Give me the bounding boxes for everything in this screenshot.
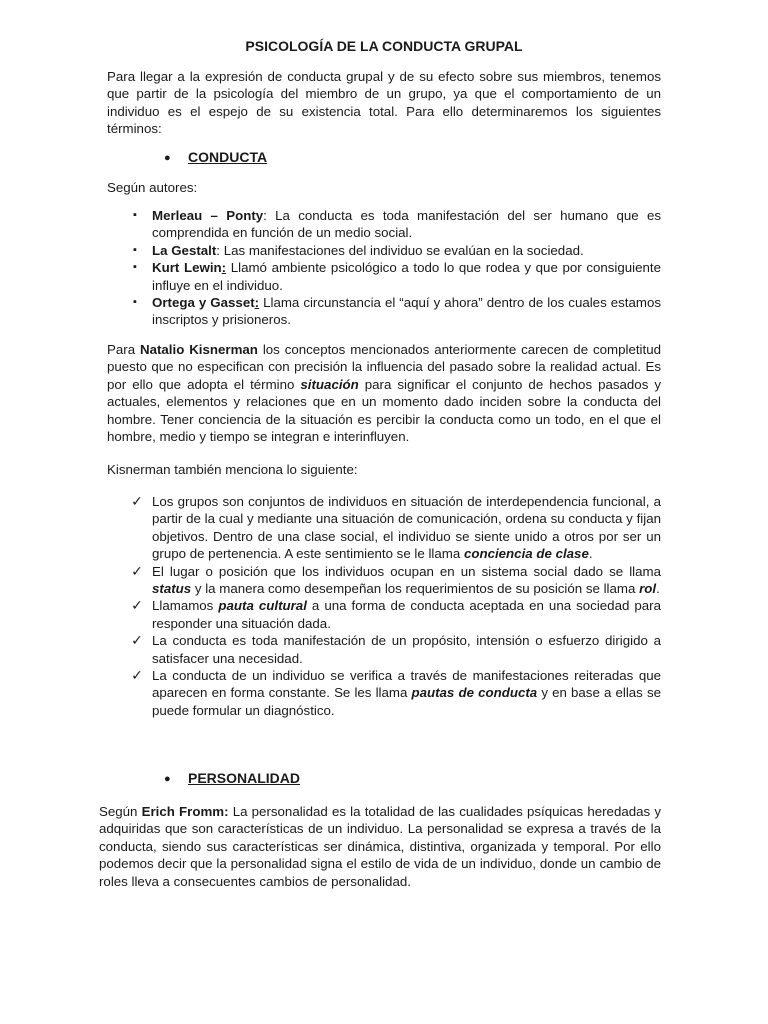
author-name: Ortega y Gasset	[152, 295, 255, 311]
concepts-checklist	[131, 493, 661, 719]
bullet-dot-icon: ●	[164, 773, 171, 785]
list-item: ▪ Kurt Lewin: Llamó ambiente psicológico a todo lo que rodea y que por consiguiente influye en el individuo.	[152, 259, 661, 294]
fromm-paragraph: Según Erich Fromm: La personalidad es la totalidad de las cualidades psíquicas heredadas y adquiridas que son características de un individuo. La personalidad se expresa a través de la conducta, siendo sus características ser dinámica, distintiva, organizada y temporal. Por ello podemos decir que la personalidad signa el estilo de vida de un individuo, donde un cambio de roles lleva a consecuentes cambios de personalidad.	[99, 804, 661, 889]
key-term: status	[152, 581, 192, 597]
checkmark-icon: ✓	[131, 632, 143, 649]
checkmark-icon: ✓	[131, 667, 143, 684]
intro-paragraph: Para llegar a la expresión de conducta grupal y de su efecto sobre sus miembros, tenemos que partir de la psicología del miembro de un grupo, ya que el comportamiento de un individuo es el espejo de su existencia total. Para ello determinaremos los siguientes términos:	[107, 69, 661, 137]
bullet-dot-icon: ●	[164, 152, 171, 164]
author-definition: Las manifestaciones del individuo se evalúan en la sociedad.	[220, 242, 584, 258]
kisnerman-paragraph: Para Natalio Kisnerman los conceptos mencionados anteriormente carecen de completitud puesto que no especifican con precisión la influencia del pasado sobre la realidad actual. Es por ello que adopta el término situación para significar el conjunto de hechos pasados y actuales, elementos y relaciones que en un momento dado inciden sobre la conducta del hombre. Tener conciencia de la situación es percibir la conducta como un todo, en el que el hombre, medio y tiempo se integran e interinfluyen.	[107, 342, 661, 445]
square-bullet-icon: ▪	[133, 296, 137, 309]
list-item: ✓ La conducta de un individuo se verifica a través de manifestaciones reiteradas que aparecen en forma constante. Se les llama pautas de conducta y en base a ellas se puede formular un diagnóstico.	[152, 667, 661, 719]
list-item: ✓ El lugar o posición que los individuos ocupan en un sistema social dado se llama status y la manera como desempeñan los requerimientos de su posición se llama rol.	[152, 563, 661, 598]
list-item: ✓ Llamamos pauta cultural a una forma de conducta aceptada en una sociedad para responder una situación dada.	[152, 597, 661, 632]
authors-list	[133, 207, 661, 329]
author-name: Natalio Kisnerman	[139, 342, 258, 357]
list-item: ✓ La conducta es toda manifestación de un propósito, intensión o esfuerzo dirigido a satisfacer una necesidad.	[152, 632, 661, 667]
page-title: PSICOLOGÍA DE LA CONDUCTA GRUPAL	[245, 38, 523, 54]
list-item: ✓ Los grupos son conjuntos de individuos en situación de interdependencia funcional, a partir de la cual y mediante una situación de comunicación, ordena su conducta y fijan objetivos. Dentro de una clase social, el individuo se siente unido a otros por ser un grupo de pertenencia. A este sentimiento se le llama conciencia de clase.	[152, 493, 661, 563]
section-heading-conducta: CONDUCTA	[188, 149, 268, 165]
author-name: Erich Fromm:	[141, 804, 229, 819]
author-definition: Llama circunstancia el “aquí y ahora” dentro de los cuales estamos inscriptos y prisioneros.	[152, 295, 661, 328]
author-definition: Llamó ambiente psicológico a todo lo que rodea y que por consiguiente influye en el individuo.	[152, 260, 661, 293]
key-term: conciencia de clase	[463, 546, 589, 562]
checkmark-icon: ✓	[131, 597, 143, 614]
square-bullet-icon: ▪	[133, 243, 137, 256]
checkmark-icon: ✓	[131, 562, 143, 579]
author-name: La Gestalt	[152, 242, 217, 258]
checkmark-icon: ✓	[131, 493, 143, 509]
author-name: Kurt Lewin	[152, 260, 222, 276]
square-bullet-icon: ▪	[133, 261, 137, 274]
key-term: pautas de conducta	[411, 685, 538, 701]
list-item: ▪ La Gestalt: Las manifestaciones del individuo se evalúan en la sociedad.	[152, 242, 661, 259]
key-term: situación	[300, 376, 359, 392]
key-term: pauta cultural	[218, 598, 307, 614]
section-heading-personalidad: PERSONALIDAD	[188, 770, 301, 786]
author-name: Merleau – Ponty	[152, 208, 264, 223]
author-definition: La conducta es toda manifestación del ser humano que es comprendida en función de un medio social.	[152, 208, 661, 241]
list-item: ▪ Ortega y Gasset: Llama circunstancia el “aquí y ahora” dentro de los cuales estamos inscriptos y prisioneros.	[152, 294, 661, 329]
kisnerman-intro-text: Kisnerman también menciona lo siguiente:	[107, 462, 358, 477]
segun-autores-text: Según autores:	[107, 180, 198, 195]
list-item: ▪ Merleau – Ponty: La conducta es toda manifestación del ser humano que es comprendida en función de un medio social.	[152, 207, 661, 242]
square-bullet-icon: ▪	[133, 209, 137, 221]
key-term: rol	[639, 581, 657, 597]
